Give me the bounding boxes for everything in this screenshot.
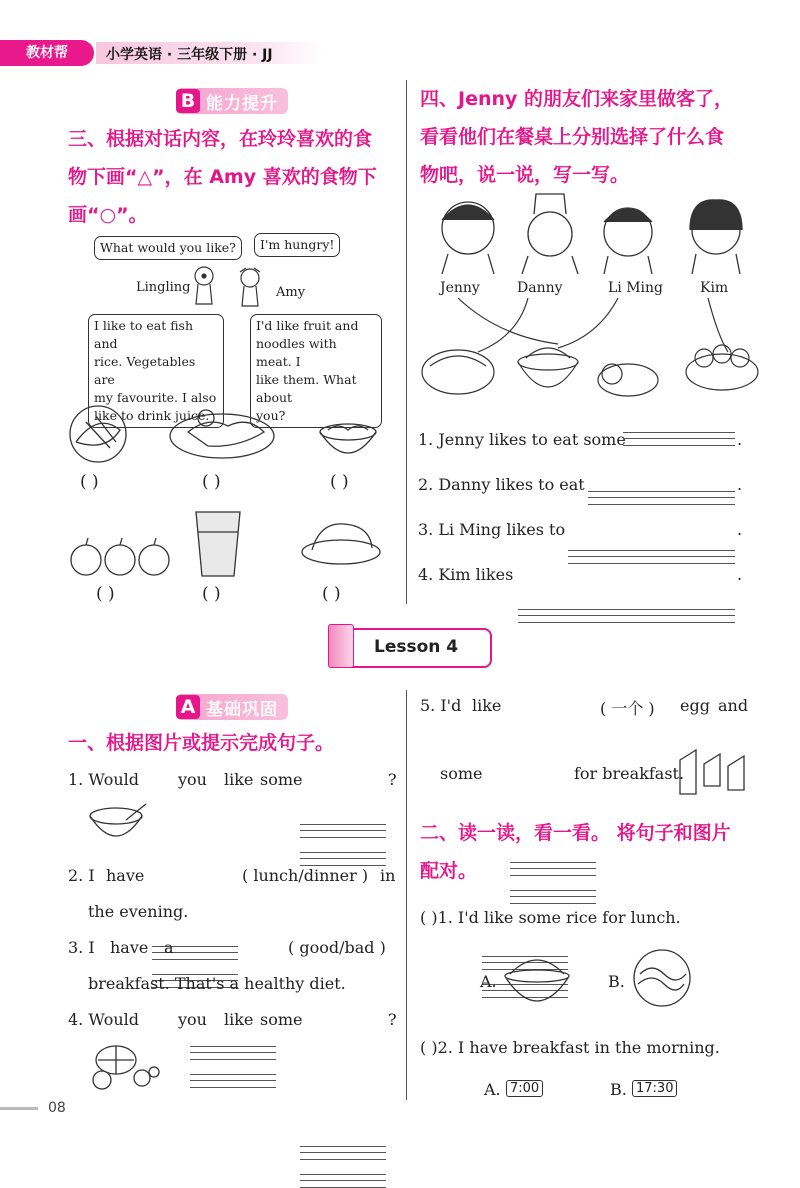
answer-blank[interactable] (510, 890, 596, 904)
p2-title-line: 配对。 (420, 860, 478, 882)
bubble-ask: What would you like? (94, 236, 242, 260)
word: have (106, 866, 145, 885)
word: for breakfast. (574, 764, 685, 783)
text-line: my favourite. I also (94, 390, 217, 405)
word: 3. I (68, 938, 95, 957)
q4-sentence-3: 3. Li Ming likes to (418, 520, 566, 539)
bubble-hungry: I'm hungry! (254, 233, 340, 257)
option-a-label: A. (484, 1080, 501, 1099)
noodle-bowl-icon (318, 418, 378, 462)
rice-plate-icon (300, 516, 382, 566)
paren-blank[interactable]: ( ) (322, 584, 341, 604)
column-divider (406, 80, 407, 604)
answer-blank[interactable] (300, 1174, 386, 1188)
answer-blank[interactable] (190, 1074, 276, 1088)
soup-bowl-icon (86, 800, 150, 840)
question-mark: ? (388, 770, 397, 789)
period: . (737, 430, 743, 449)
hint: ( 一个 ) (600, 699, 655, 718)
q4-title (420, 80, 780, 194)
text-line: you? (256, 408, 286, 423)
text-line: rice. Vegetables are (94, 354, 196, 387)
lesson-banner (330, 628, 492, 668)
child-name-jenny: Jenny (440, 280, 480, 296)
clock-7-00: 7:00 (506, 1080, 543, 1097)
fish-plate-icon (66, 402, 132, 466)
clock-17-30: 17:30 (632, 1080, 677, 1097)
line-continuation: breakfast. That's a healthy diet. (88, 974, 346, 993)
name-lingling: Lingling (136, 280, 191, 295)
word: some (260, 1010, 303, 1029)
period: . (737, 520, 743, 539)
section-label: 能力提升 (206, 93, 278, 114)
word: and (718, 696, 749, 715)
q4-title-line: 看看他们在餐桌上分别选择了什么食 (420, 126, 725, 148)
name-amy: Amy (276, 285, 306, 300)
word: like (472, 696, 502, 715)
paren-blank[interactable]: ( ) (330, 472, 349, 492)
word: have (110, 938, 149, 957)
child-name-kim: Kim (700, 280, 729, 296)
q4-sentence-1: 1. Jenny likes to eat some (418, 430, 626, 449)
child-name-danny: Danny (517, 280, 563, 296)
rice-bowl-icon (502, 950, 572, 1006)
section-letter: A (176, 695, 200, 719)
word: 2. I (68, 866, 95, 885)
text-line: like to drink juice. (94, 408, 210, 423)
header-title: 小学英语 · 三年级下册 · JJ (106, 47, 273, 63)
p1-title: 一、根据图片或提示完成句子。 (68, 732, 335, 754)
paren-blank[interactable]: ( ) (80, 472, 99, 492)
period: . (737, 475, 743, 494)
answer-blank[interactable] (623, 432, 735, 446)
text-line: I'd like fruit and (256, 318, 359, 333)
period: . (737, 565, 743, 584)
answer-blank[interactable] (568, 550, 735, 564)
word: like (224, 1010, 254, 1029)
word: like (224, 770, 254, 789)
footer-bar (0, 1107, 38, 1110)
q3-title-line: 三、根据对话内容，在玲玲喜欢的食 (68, 128, 373, 150)
header-tag: 教材帮 (0, 40, 94, 66)
word: you (178, 770, 207, 789)
q4-title-line: 物吧，说一说，写一写。 (420, 164, 630, 186)
p2-question-2: ( )2. I have breakfast in the morning. (420, 1038, 720, 1057)
option-a-label: A. (480, 972, 497, 991)
noodle-bowl-icon (628, 948, 698, 1006)
q3-title-line: 画“○”。 (68, 204, 148, 226)
answer-blank[interactable] (300, 852, 386, 866)
section-b-badge (176, 88, 288, 114)
p2-title-line: 二、读一读，看一看。 将句子和图片 (420, 822, 731, 844)
page-number: 08 (48, 1100, 66, 1116)
q3-title (68, 120, 403, 234)
word: 4. Would (68, 1010, 140, 1029)
paren-blank[interactable]: ( ) (96, 584, 115, 604)
matching-lines-and-foods (418, 296, 768, 406)
word: egg (680, 696, 710, 715)
column-divider (406, 690, 407, 1100)
text-line: noodles with meat. I (256, 336, 337, 369)
word: 5. I'd (420, 696, 462, 715)
q4-sentence-2: 2. Danny likes to eat (418, 475, 585, 494)
meat-noodle-plate-icon (168, 402, 276, 462)
paren-blank[interactable]: ( ) (202, 584, 221, 604)
section-letter: B (176, 89, 200, 113)
word: some (440, 764, 483, 783)
q4-title-line: 四、Jenny 的朋友们来家里做客了， (420, 88, 734, 110)
p2-question-1: ( )1. I'd like some rice for lunch. (420, 908, 681, 927)
girls-illustration (190, 262, 270, 310)
answer-blank[interactable] (190, 1046, 276, 1060)
word: in (380, 866, 396, 885)
q3-title-line: 物下画“△”，在 Amy 喜欢的食物下 (68, 166, 377, 188)
q4-sentence-4: 4. Kim likes (418, 565, 514, 584)
word: you (178, 1010, 207, 1029)
question-mark: ? (388, 1010, 397, 1029)
hint: ( good/bad ) (288, 938, 386, 957)
word: a (164, 938, 174, 957)
text-line: like them. What about (256, 372, 357, 405)
option-b-label: B. (608, 972, 625, 991)
apples-icon (68, 534, 172, 578)
word: 1. Would (68, 770, 140, 789)
word: some (260, 770, 303, 789)
section-label: 基础巩固 (206, 699, 278, 720)
section-a-badge (176, 694, 288, 720)
answer-blank[interactable] (300, 824, 386, 838)
lesson-book-icon (328, 624, 354, 668)
answer-blank[interactable] (588, 491, 735, 505)
lesson-title: Lesson 4 (374, 637, 459, 657)
p2-title (420, 814, 780, 890)
milk-cartons-icon (676, 746, 750, 796)
option-b-label: B. (610, 1080, 627, 1099)
answer-blank[interactable] (518, 609, 735, 623)
text-line: I like to eat fish and (94, 318, 194, 351)
child-name-li-ming: Li Ming (608, 280, 664, 296)
paren-blank[interactable]: ( ) (202, 472, 221, 492)
hint: ( lunch/dinner ) (242, 866, 369, 885)
children-illustration (424, 190, 754, 274)
line-continuation: the evening. (88, 902, 189, 921)
juice-glass-icon (192, 508, 244, 580)
fruit-pile-icon (88, 1040, 168, 1092)
